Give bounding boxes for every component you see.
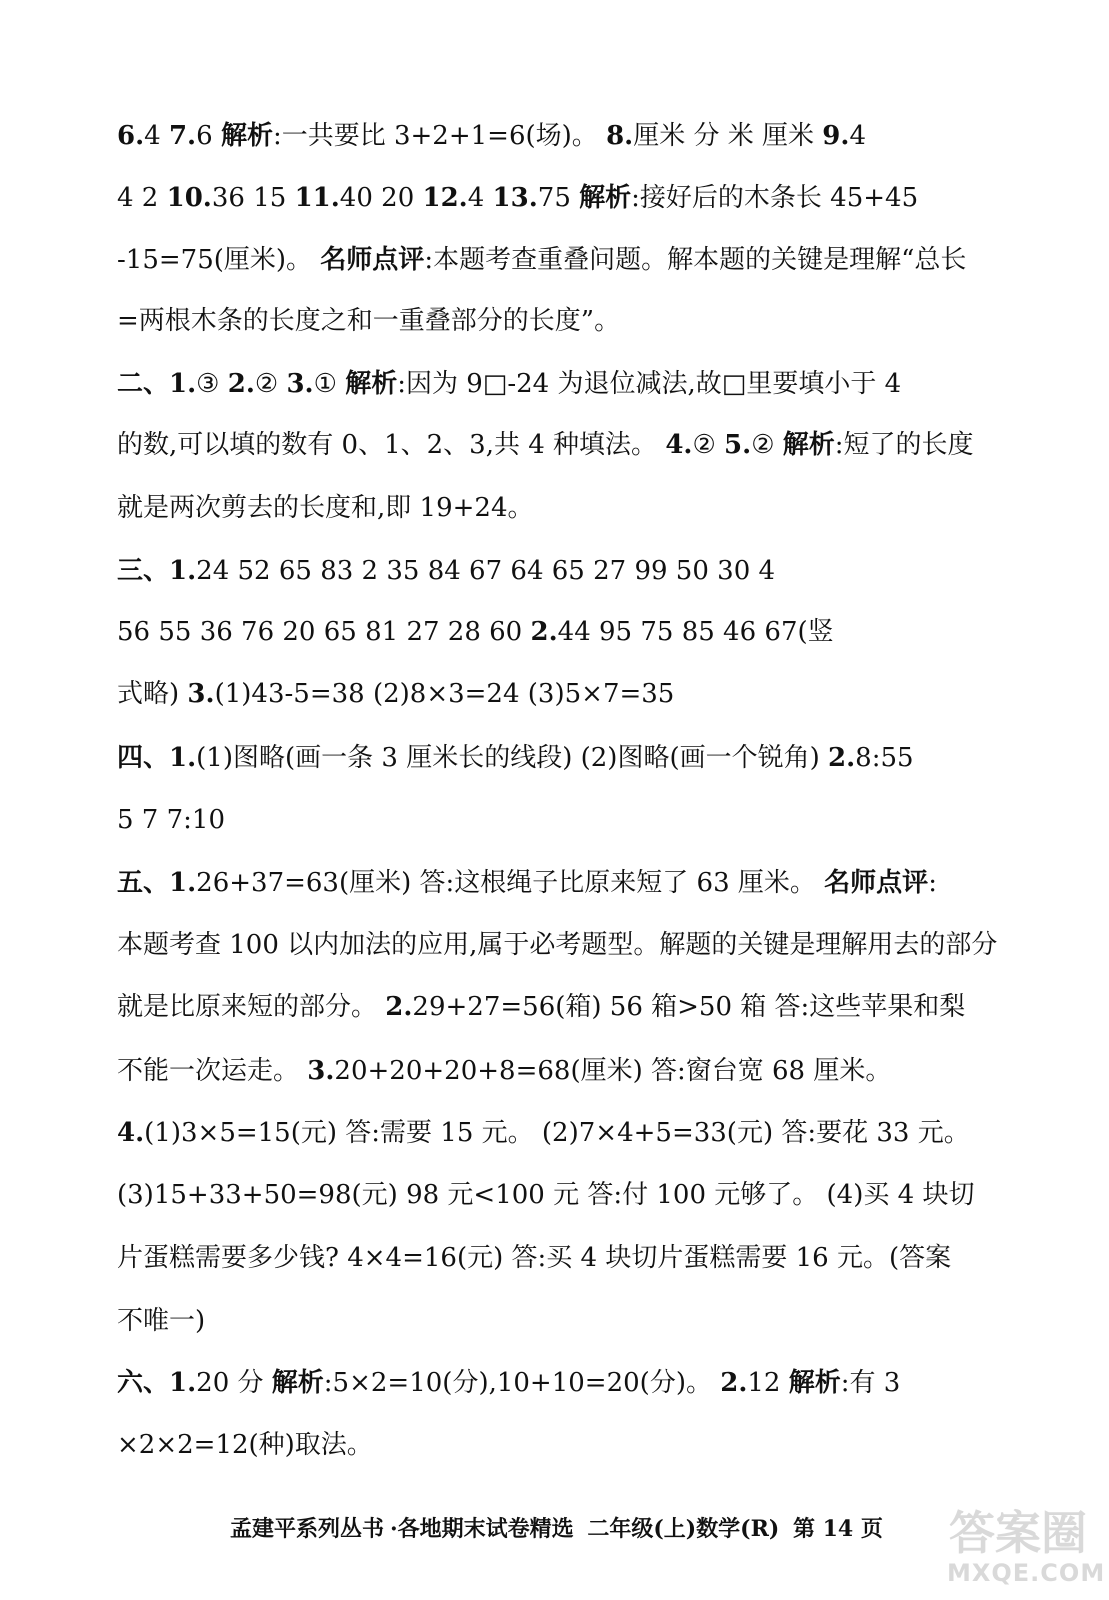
bold-label: 8. xyxy=(606,121,634,151)
text-line xyxy=(117,1238,1017,1278)
text-segment: 4 xyxy=(144,121,169,151)
footer-grade: 二年级(上)数学(R) xyxy=(587,1516,780,1542)
text-line xyxy=(117,1175,1017,1215)
text-segment: 56 55 36 76 20 65 81 27 28 60 xyxy=(117,617,531,647)
bold-label: 2. xyxy=(720,1368,748,1398)
text-line xyxy=(117,301,1017,341)
bold-label: 2. xyxy=(227,369,255,399)
bold-label: 3. xyxy=(187,679,215,709)
bold-label: 解析 xyxy=(345,369,398,399)
text-segment: 的数,可以填的数有 0、1、2、3,共 4 种填法。 xyxy=(117,430,666,460)
text-segment: ③ xyxy=(196,369,228,399)
text-line xyxy=(117,364,1017,404)
text-line xyxy=(117,987,1017,1027)
text-line xyxy=(117,240,1017,280)
text-segment: 就是比原来短的部分。 xyxy=(117,992,386,1022)
text-segment: 20 分 xyxy=(196,1368,272,1398)
bold-label: 6. xyxy=(117,121,145,151)
text-segment: 36 15 xyxy=(211,183,295,213)
text-line xyxy=(117,674,1017,714)
bold-label: 2. xyxy=(385,992,413,1022)
bold-label: 4. xyxy=(117,1118,145,1148)
bold-label: 4. xyxy=(665,430,693,460)
text-segment: 4 2 xyxy=(117,183,167,213)
text-segment: 44 95 75 85 46 67(竖 xyxy=(557,617,834,647)
text-line xyxy=(117,612,1017,652)
text-segment: ② xyxy=(692,430,725,460)
text-line xyxy=(117,1113,1017,1153)
text-segment: :有 3 xyxy=(840,1368,901,1398)
text-segment: (3)15+33+50=98(元) 98 元<100 元 答:付 100 元够了。 (4)买 4 块切 xyxy=(117,1180,975,1210)
bold-label: 3. xyxy=(307,1056,335,1086)
text-segment: 12 xyxy=(747,1368,789,1398)
text-segment: ×2×2=12(种)取法。 xyxy=(117,1430,373,1460)
text-segment: 式略) xyxy=(117,679,188,709)
text-line xyxy=(117,1051,1017,1091)
text-line xyxy=(117,488,1017,528)
bold-label: 六、1. xyxy=(117,1368,197,1398)
text-segment: :短了的长度 xyxy=(834,430,974,460)
text-segment: (1)3×5=15(元) 答:需要 15 元。 (2)7×4+5=33(元) 答:要花 33 元。 xyxy=(144,1118,970,1148)
text-line xyxy=(117,116,1017,156)
text-segment: :本题考查重叠问题。解本题的关键是理解“总长 xyxy=(424,245,967,275)
text-segment: -15=75(厘米)。 xyxy=(117,245,321,275)
text-line xyxy=(117,738,1017,778)
watermark-bottom-text: MXQE.COM xyxy=(947,1559,1106,1587)
bold-label: 名师点评 xyxy=(320,245,425,275)
text-segment: 5 7 7:10 xyxy=(117,805,225,835)
text-segment: =两根木条的长度之和一重叠部分的长度”。 xyxy=(117,306,621,336)
bold-label: 5. xyxy=(724,430,752,460)
text-line xyxy=(117,425,1017,465)
page-footer xyxy=(230,1514,930,1544)
text-segment: ① xyxy=(313,369,346,399)
text-segment: ② xyxy=(751,430,783,460)
text-segment: 本题考查 100 以内加法的应用,属于必考题型。解题的关键是理解用去的部分 xyxy=(117,930,998,960)
text-segment: 4 xyxy=(467,183,493,213)
text-segment: 29+27=56(箱) 56 箱>50 箱 答:这些苹果和梨 xyxy=(412,992,966,1022)
text-segment: :接好后的木条长 45+45 xyxy=(631,183,919,213)
bold-label: 解析 xyxy=(788,1368,841,1398)
bold-label: 五、1. xyxy=(117,868,197,898)
bold-label: 13. xyxy=(492,183,538,213)
text-segment: 就是两次剪去的长度和,即 19+24。 xyxy=(117,493,534,523)
text-segment: 20+20+20+8=68(厘米) 答:窗台宽 68 厘米。 xyxy=(334,1056,892,1086)
text-line xyxy=(117,178,1017,218)
bold-label: 7. xyxy=(168,121,197,151)
text-segment: : xyxy=(928,868,937,898)
bold-label: 三、1. xyxy=(117,556,197,586)
text-line xyxy=(117,1363,1017,1403)
bold-label: 2. xyxy=(828,743,856,773)
bold-label: 10. xyxy=(166,183,212,213)
bold-label: 解析 xyxy=(782,430,835,460)
text-segment: 40 20 xyxy=(339,183,423,213)
bold-label: 解析 xyxy=(220,121,273,151)
text-segment: 26+37=63(厘米) 答:这根绳子比原来短了 63 厘米。 xyxy=(196,868,825,898)
bold-label: 2. xyxy=(530,617,558,647)
footer-series: 孟建平系列丛书 xyxy=(230,1516,385,1542)
text-segment: (1)图略(画一条 3 厘米长的线段) (2)图略(画一个锐角) xyxy=(196,743,828,773)
text-segment: 75 xyxy=(537,183,580,213)
bold-label: 12. xyxy=(422,183,468,213)
text-segment: 厘米 分 米 厘米 xyxy=(633,121,823,151)
text-segment: 6 xyxy=(196,121,221,151)
text-segment: :5×2=10(分),10+10=20(分)。 xyxy=(323,1368,721,1398)
text-segment: :因为 9□-24 为退位减法,故□里要填小于 4 xyxy=(397,369,902,399)
footer-page-number: 第 14 页 xyxy=(792,1516,883,1542)
bold-label: 名师点评 xyxy=(824,868,929,898)
bold-label: 9. xyxy=(822,121,850,151)
text-line xyxy=(117,800,1017,840)
bold-label: 11. xyxy=(294,183,340,213)
text-segment: :一共要比 3+2+1=6(场)。 xyxy=(272,121,607,151)
text-segment: 4 xyxy=(849,121,866,151)
text-line xyxy=(117,1301,1017,1341)
bold-label: 二、1. xyxy=(117,369,197,399)
bold-label: 解析 xyxy=(271,1368,324,1398)
text-segment: 不能一次运走。 xyxy=(117,1056,308,1086)
text-segment: 24 52 65 83 2 35 84 67 64 65 27 99 50 30 4 xyxy=(196,556,776,586)
text-line xyxy=(117,1425,1017,1465)
watermark-top-text: 答案圈 xyxy=(949,1506,1087,1560)
bold-label: 四、1. xyxy=(117,743,197,773)
text-line xyxy=(117,551,1017,591)
text-segment: ② xyxy=(254,369,287,399)
text-segment: (1)43-5=38 (2)8×3=24 (3)5×7=35 xyxy=(214,679,675,709)
text-segment: 8:55 xyxy=(855,743,914,773)
bold-label: 解析 xyxy=(579,183,632,213)
text-segment: 不唯一) xyxy=(117,1306,206,1336)
text-line xyxy=(117,925,1017,965)
footer-title: ·各地期末试卷精选 xyxy=(390,1516,574,1542)
bold-label: 3. xyxy=(286,369,314,399)
text-segment: 片蛋糕需要多少钱? 4×4=16(元) 答:买 4 块切片蛋糕需要 16 元。(答案 xyxy=(117,1243,952,1273)
watermark-logo xyxy=(939,1506,1106,1587)
text-line xyxy=(117,863,1017,903)
